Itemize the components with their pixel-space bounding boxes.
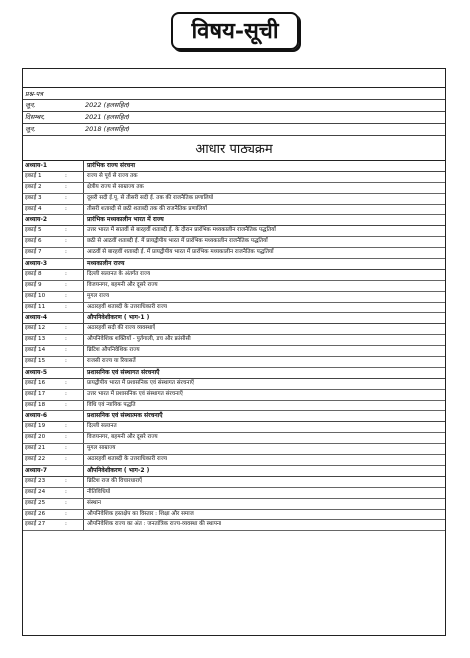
unit-label: इकाई 4 — [25, 205, 42, 212]
chapter-label: अध्याय-2 — [23, 215, 84, 225]
unit-separator: : — [65, 401, 84, 411]
unit-title: अठारहवीं शताब्दी के उत्तराधिकारी राज्य — [87, 456, 168, 463]
unit-separator: : — [65, 303, 84, 313]
unit-title: राजसी राज्य या रियासतें — [87, 358, 136, 365]
unit-title: राज्य से पूर्व से राज्य तक — [87, 172, 138, 179]
unit-separator: : — [65, 390, 84, 400]
unit-label: इकाई 12 — [25, 325, 46, 332]
chapter-row — [23, 313, 445, 324]
unit-separator: : — [65, 455, 84, 465]
chapter-row — [23, 215, 445, 226]
unit-label: इकाई 17 — [25, 390, 46, 397]
unit-separator: : — [65, 248, 84, 258]
paper-row — [23, 124, 445, 136]
paper-year: 2022 (हलसहित) — [85, 101, 130, 109]
unit-row — [23, 172, 445, 183]
unit-row — [23, 433, 445, 444]
chapter-title: प्रशासनिक एवं संस्थागत संरचनाएँ — [87, 368, 160, 376]
unit-label: इकाई 11 — [25, 303, 46, 310]
unit-label: इकाई 10 — [25, 292, 46, 299]
chapter-title: औपनिवेशीकरण ( भाग-1 ) — [87, 314, 150, 322]
unit-title: ब्रिटिश राज की विचारधाराएँ — [87, 477, 143, 484]
chapter-label: अध्याय-5 — [23, 368, 84, 378]
unit-row — [23, 488, 445, 499]
chapter-row — [23, 368, 445, 379]
unit-label: इकाई 8 — [25, 270, 42, 277]
unit-row — [23, 444, 445, 455]
chapter-title: औपनिवेशीकरण ( भाग-2 ) — [87, 466, 150, 474]
unit-title: दिल्ली सल्तनत के अंतर्गत राज्य — [87, 270, 151, 277]
unit-separator: : — [65, 510, 84, 520]
paper-row — [23, 100, 445, 112]
unit-row — [23, 510, 445, 521]
unit-title: मुगल साम्राज्य — [87, 445, 116, 452]
unit-separator: : — [65, 477, 84, 487]
unit-row — [23, 205, 445, 216]
chapter-label: अध्याय-6 — [23, 411, 84, 421]
unit-separator: : — [65, 499, 84, 509]
unit-title: संस्थान — [87, 499, 101, 506]
unit-separator: : — [65, 357, 84, 367]
chapter-title: प्रारंभिक मध्यकालीन भारत में राज्य — [87, 216, 164, 224]
unit-separator: : — [65, 226, 84, 236]
unit-row — [23, 346, 445, 357]
chapter-row — [23, 411, 445, 422]
unit-label: इकाई 19 — [25, 423, 46, 430]
unit-row — [23, 401, 445, 412]
unit-separator: : — [65, 488, 84, 498]
unit-label: इकाई 13 — [25, 336, 46, 343]
unit-row — [23, 270, 445, 281]
unit-row — [23, 237, 445, 248]
unit-title: क्षेत्रीय राज्य से साम्राज्य तक — [87, 183, 144, 190]
unit-title: ब्रिटिश औपनिवेशिक राज्य — [87, 347, 140, 354]
unit-label: इकाई 23 — [25, 477, 46, 484]
unit-separator: : — [65, 270, 84, 280]
unit-label: इकाई 25 — [25, 499, 46, 506]
unit-separator: : — [65, 346, 84, 356]
unit-row — [23, 379, 445, 390]
unit-label: इकाई 14 — [25, 347, 46, 354]
unit-title: छठी से आठवीं शताब्दी ई. में प्रायद्वीपीय भारत में प्रारंभिक मध्यकालीन राजनैतिक पद्धतियाँ — [87, 238, 268, 245]
unit-title: दूसरी सदी ई.पू. से तीसरी सदी ई. तक की राजनैतिक प्रणालियाँ — [87, 194, 214, 201]
unit-label: इकाई 5 — [25, 227, 42, 234]
unit-separator: : — [65, 292, 84, 302]
unit-row — [23, 357, 445, 368]
unit-row — [23, 303, 445, 314]
unit-row — [23, 422, 445, 433]
unit-label: इकाई 18 — [25, 401, 46, 408]
unit-separator: : — [65, 281, 84, 291]
unit-title: अठारहवीं सदी की राज्य व्यवस्थाएँ — [87, 325, 156, 332]
chapter-label: अध्याय-1 — [23, 161, 84, 171]
frame-top-bar — [23, 69, 445, 88]
unit-title: अठारहवीं शताब्दी के उत्तराधिकारी राज्य — [87, 303, 168, 310]
unit-label: इकाई 20 — [25, 434, 46, 441]
unit-row — [23, 281, 445, 292]
unit-title: प्रायद्वीपीय भारत में प्रशासनिक एवं संस्थागत संरचनाएँ — [87, 379, 195, 386]
paper-row — [23, 112, 445, 124]
unit-row — [23, 520, 445, 531]
unit-row — [23, 455, 445, 466]
chapter-list — [23, 161, 445, 531]
chapter-row — [23, 161, 445, 172]
unit-title: दिल्ली सल्तनत — [87, 423, 117, 430]
unit-separator: : — [65, 433, 84, 443]
unit-label: इकाई 3 — [25, 194, 42, 201]
unit-separator: : — [65, 422, 84, 432]
page-title: विषय-सूची — [171, 12, 298, 50]
unit-title: उत्तर भारत में प्रशासनिक एवं संस्थागत संरचनाएँ — [87, 390, 183, 397]
section-title: आधार पाठ्यक्रम — [23, 136, 445, 161]
unit-label: इकाई 24 — [25, 488, 46, 495]
unit-row — [23, 248, 445, 259]
contents-frame — [22, 68, 446, 636]
unit-row — [23, 477, 445, 488]
paper-month: दिसम्बर, — [25, 113, 46, 121]
unit-separator: : — [65, 379, 84, 389]
unit-title: मुगल राज्य — [87, 292, 110, 299]
chapter-row — [23, 259, 445, 270]
paper-year: 2018 (हलसहित) — [85, 125, 130, 133]
unit-title: विजयनगर, बहमनी और दूसरे राज्य — [87, 434, 158, 441]
title-wrap — [0, 12, 470, 50]
papers-heading: प्रश्न-पत्र — [23, 89, 445, 100]
paper-list — [23, 100, 445, 136]
chapter-label: अध्याय-7 — [23, 466, 84, 476]
unit-title: औपनिवेशिक शक्तियाँ - पुर्तगाली, डच और फ्रांसीसी — [87, 336, 191, 343]
unit-label: इकाई 9 — [25, 281, 42, 288]
unit-separator: : — [65, 205, 84, 215]
chapter-label: अध्याय-3 — [23, 259, 84, 269]
papers-block — [23, 88, 445, 136]
chapter-row — [23, 466, 445, 477]
unit-title: विधि एवं न्यायिक पद्धति — [87, 401, 136, 408]
unit-title: आठवीं से बारहवीं शताब्दी ई. में प्रायद्वीपीय भारत में प्रारंभिक मध्यकालीन राजनैतिक पद्धतियाँ — [87, 249, 274, 256]
unit-separator: : — [65, 520, 84, 530]
unit-row — [23, 292, 445, 303]
unit-title: नीतिविधियाँ — [87, 488, 111, 495]
unit-separator: : — [65, 183, 84, 193]
unit-row — [23, 390, 445, 401]
unit-title: विजयनगर, बहमनी और दूसरे राज्य — [87, 281, 158, 288]
unit-title: औपनिवेशिक राज्य का अंत : जनतांत्रिक राज्य-व्यवस्था की स्थापना — [87, 521, 222, 528]
paper-month: जून, — [25, 101, 36, 109]
unit-label: इकाई 15 — [25, 358, 46, 365]
unit-title: उत्तर भारत में सातवीं से बारहवीं शताब्दी ई. के दौरान प्रारंभिक मध्यकालीन राजनैतिक पद्धतियाँ — [87, 227, 276, 234]
unit-row — [23, 324, 445, 335]
unit-separator: : — [65, 444, 84, 454]
chapter-label: अध्याय-4 — [23, 313, 84, 323]
unit-separator: : — [65, 237, 84, 247]
chapter-title: प्रारंभिक राज्य संरचना — [87, 162, 136, 169]
unit-label: इकाई 22 — [25, 456, 46, 463]
unit-label: इकाई 21 — [25, 445, 46, 452]
unit-separator: : — [65, 335, 84, 345]
unit-label: इकाई 26 — [25, 510, 46, 517]
unit-row — [23, 194, 445, 205]
paper-year: 2021 (हलसहित) — [85, 113, 130, 121]
unit-row — [23, 335, 445, 346]
unit-separator: : — [65, 172, 84, 182]
unit-title: औपनिवेशिक हस्तक्षेप का विस्तार : शिक्षा और समाज — [87, 510, 194, 517]
unit-row — [23, 499, 445, 510]
unit-label: इकाई 16 — [25, 379, 46, 386]
unit-label: इकाई 1 — [25, 172, 42, 179]
unit-separator: : — [65, 324, 84, 334]
unit-label: इकाई 2 — [25, 183, 42, 190]
unit-label: इकाई 7 — [25, 249, 42, 256]
unit-label: इकाई 27 — [25, 521, 46, 528]
unit-row — [23, 183, 445, 194]
unit-title: तीसरी शताब्दी से छठी शताब्दी तक की राजनैतिक प्रणालियाँ — [87, 205, 207, 212]
chapter-title: प्रशासनिक एवं संस्थात्मक संरचनाएँ — [87, 412, 163, 420]
unit-row — [23, 226, 445, 237]
paper-month: जून, — [25, 125, 36, 133]
chapter-title: मध्यकालीन राज्य — [87, 260, 125, 268]
unit-separator: : — [65, 194, 84, 204]
unit-label: इकाई 6 — [25, 238, 42, 245]
